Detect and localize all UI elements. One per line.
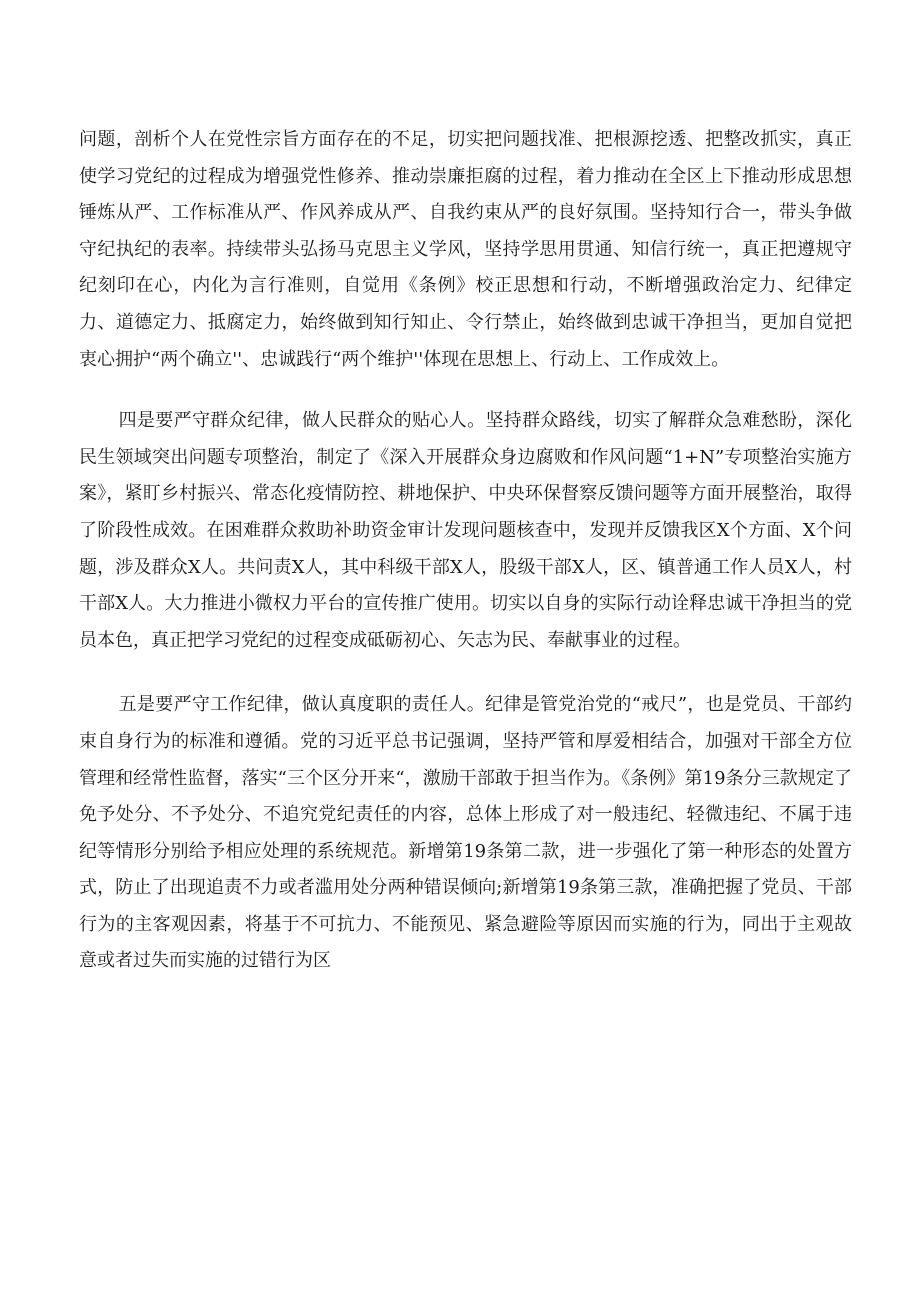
paragraph-work-discipline: 五是要严守工作纪律，做认真度职的责任人。纪律是管党治党的“戒尺”，也是党员、干部约束自身行为的标准和遵循。党的习近平总书记强调，坚持严管和厚爱相结合，加强对干部全方位管理和经常性监督，落实“三个区分开来“，激励干部敢于担当作为。《条例》第19条分三款规定了免予处分、不予处分、不追究党纪责任的内容，总体上形成了对一般违纪、轻微违纪、不属于违纪等情形分别给予相应处理的系统规范。新增第19条第二款，进一步强化了第一种形态的处置方式，防止了出现追责不力或者滥用处分两种错误倾向;新增第19条第三款，准确把握了党员、干部行为的主客观因素，将基于不可抗力、不能预见、紧急避险等原因而实施的行为，同出于主观故意或者过失而实施的过错行为区 — [79, 694, 852, 972]
paragraph-continuation: 问题，剖析个人在党性宗旨方面存在的不足，切实把问题找准、把根源挖透、把整改抓实，真正使学习党纪的过程成为增强党性修养、推动崇廉拒腐的过程，着力推动在全区上下推动形成思想锤炼从严、工作标准从严、作风养成从严、自我约束从严的良好氛围。坚持知行合一，带头争做守纪执纪的表率。持续带头弘扬马克思主义学风，坚持学思用贯通、知信行统一，真正把遵规守纪刻印在心，内化为言行准则，自觉用《条例》校正思想和行动，不断增强政治定力、纪律定力、道德定力、抵腐定力，始终做到知行知止、令行禁止，始终做到忠诚干净担当，更加自觉把衷心拥护“两个确立''、忠诚践行“两个维护''体现在思想上、行动上、工作成效上。 — [79, 129, 852, 370]
document-page — [79, 122, 852, 980]
paragraph-mass-discipline: 四是要严守群众纪律，做人民群众的贴心人。坚持群众路线，切实了解群众急难愁盼，深化民生领域突出问题专项整治，制定了《深入开展群众身边腐败和作风问题“1+N”专项整治实施方案》，紧盯乡村振兴、常态化疫情防控、耕地保护、中央环保督察反馈问题等方面开展整治，取得了阶段性成效。在困难群众救助补助资金审计发现问题核查中，发现并反馈我区X个方面、X个问题，涉及群众X人。共问责X人，其中科级干部X人，股级干部X人，区、镇普通工作人员X人，村干部X人。大力推进小微权力平台的宣传推广使用。切实以自身的实际行动诠释忠诚干净担当的党员本色，真正把学习党纪的过程变成砥砺初心、矢志为民、奉献事业的过程。 — [79, 410, 852, 651]
